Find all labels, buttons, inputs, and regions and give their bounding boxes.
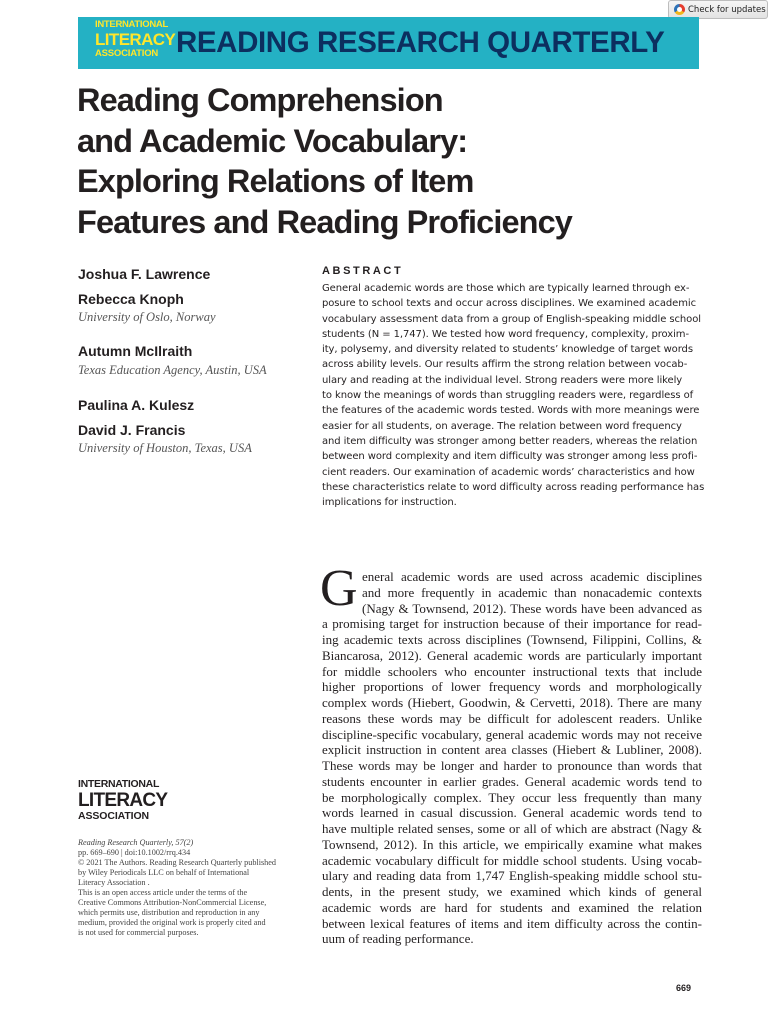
banner-logo-line: ASSOCIATION	[95, 47, 159, 59]
author-name: Paulina A. Kulesz	[78, 397, 195, 413]
body-line: academic words are hard for students and examined the relation	[322, 899, 702, 915]
abstract-line: ity, polysemy, and diversity related to students’ knowledge of target words	[322, 344, 693, 356]
body-text	[320, 560, 702, 947]
body-line: (Nagy & Townsend, 2012). These words have been advanced as	[362, 600, 702, 616]
body-line: discipline-specific vocabulary, general academic words may not receive	[322, 726, 702, 742]
body-line: eneral academic words are used across academic disciplines	[362, 569, 702, 584]
body-line: words learned in casual discussion. General academic words tend to	[322, 805, 702, 821]
footnote-line: is not used for commercial purposes.	[78, 928, 199, 937]
author-name: Joshua F. Lawrence	[78, 266, 211, 282]
body-line: Biancarosa, 2012). General academic words are particularly important	[322, 647, 702, 663]
author-name: Rebecca Knoph	[78, 291, 184, 307]
footnote-journal: Reading Research Quarterly, 57(2)	[78, 838, 194, 847]
abstract-line: between word complexity and item difficulty was stronger among less profi-	[322, 451, 698, 463]
check-for-updates-label: Check for updates	[688, 4, 766, 15]
ila-logo-line: INTERNATIONAL	[78, 778, 160, 790]
journal-banner	[78, 17, 699, 69]
author-affiliation: University of Oslo, Norway	[78, 310, 216, 324]
body-line: higher proportions of lower frequency words and morphologically	[322, 679, 702, 695]
author-list	[78, 265, 278, 456]
crossmark-icon	[674, 4, 685, 15]
abstract-line: posure to school texts and occur across disciplines. We examined academic	[322, 298, 696, 310]
article-footnote	[78, 838, 298, 938]
footnote-line: Literacy Association .	[78, 878, 150, 887]
abstract-line: to know the meanings of words than struggling readers were, regardless of	[322, 390, 694, 402]
page-number: 669	[676, 983, 692, 993]
title-line: and Academic Vocabulary:	[77, 122, 468, 159]
body-line: and more frequently in academic than nonacademic contexts	[362, 584, 702, 600]
body-line: students encounter in earlier grades. General academic words tend to	[322, 773, 702, 789]
body-line: explicit instruction in content area classes (Hiebert & Lubliner, 2008).	[322, 742, 702, 758]
ila-banner-logo	[78, 17, 176, 69]
abstract-line: vocabulary assessment data from a group of English-speaking middle school	[322, 313, 701, 325]
footnote-line: This is an open access article under the terms of the	[78, 888, 248, 897]
article-title	[77, 80, 697, 242]
abstract-line: the features of the academic words tested. Words with more meanings were	[322, 405, 700, 417]
footnote-line: pp. 669–690 | doi:10.1002/rrq.434	[78, 848, 191, 857]
ila-logo	[78, 779, 167, 821]
abstract-line: implications for instruction.	[322, 497, 457, 509]
footnote-line: which permits use, distribution and reproduction in any	[78, 908, 260, 917]
title-line: Reading Comprehension	[77, 82, 443, 118]
ila-logo-line: LITERACY	[78, 789, 168, 811]
body-line: dents, in the present study, we examined which kinds of general	[322, 884, 702, 899]
abstract-line: ulary and reading at the individual level. Strong readers were more likely	[322, 374, 683, 386]
drop-cap: G	[320, 560, 358, 617]
author-name: Autumn McIlraith	[78, 343, 193, 359]
body-line: academic vocabulary difficult for middle school students. Using vocab-	[322, 852, 702, 868]
footnote-line: © 2021 The Authors. Reading Research Quarterly published	[78, 858, 276, 867]
body-line: be morphologically complex. They occur less frequently than many	[322, 789, 702, 805]
body-line: complex words (Hiebert, Goodwin, & Cervetti, 2018). There are many	[322, 695, 702, 710]
body-line: ing academic texts across disciplines (Townsend, Filippini, Collins, &	[322, 632, 702, 647]
abstract-line: cient readers. Our examination of academic words’ characteristics and how	[322, 466, 695, 478]
body-line: Townsend, 2012). In this article, we empirically examine what makes	[322, 836, 702, 852]
footnote-line: medium, provided the original work is properly cited and	[78, 918, 266, 927]
abstract-line: easier for all students, on average. The relation between word frequency	[322, 420, 682, 432]
body-line: have multiple related senses, some or all of which are abstract (Nagy &	[322, 821, 702, 836]
author-name: David J. Francis	[78, 422, 186, 438]
title-line: Exploring Relations of Item	[77, 163, 474, 199]
abstract-heading: ABSTRACT	[322, 265, 404, 277]
body-line: a promising target for instruction because of their importance for read-	[322, 616, 702, 632]
footnote-line: by Wiley Periodicals LLC on behalf of International	[78, 868, 250, 877]
journal-title: READING RESEARCH QUARTERLY	[176, 26, 665, 59]
body-line: for middle schoolers who encounter instructional texts that include	[322, 663, 702, 679]
banner-logo-line: LITERACY	[95, 29, 176, 49]
body-line: These words may be longer and harder to pronounce than words that	[322, 758, 702, 773]
body-line: ulary and reading data from 1,747 English-speaking middle school stu-	[322, 868, 702, 884]
ila-logo-line: ASSOCIATION	[78, 809, 150, 822]
title-line: Features and Reading Proficiency	[77, 203, 572, 240]
abstract-line: across ability levels. Our results affirm the strong relation between vocab-	[322, 359, 688, 371]
abstract	[322, 265, 705, 510]
author-affiliation: Texas Education Agency, Austin, USA	[78, 363, 267, 377]
body-line: uum of reading performance.	[322, 931, 474, 947]
banner-logo-line: INTERNATIONAL	[95, 19, 168, 30]
body-line: reasons these words may be difficult for adolescent readers. Unlike	[322, 710, 702, 726]
abstract-line: these characteristics relate to word difficulty across reading performance has	[322, 481, 705, 493]
author-affiliation: University of Houston, Texas, USA	[78, 441, 252, 455]
abstract-line: students (N = 1,747). We tested how word frequency, complexity, proxim-	[322, 328, 689, 340]
footnote-line: Creative Commons Attribution-NonCommercial License,	[78, 898, 267, 907]
body-line: between lexical features of items and item difficulty across the contin-	[322, 915, 702, 931]
abstract-line: General academic words are those which are typically learned through ex-	[322, 283, 690, 294]
abstract-line: and item difficulty was stronger among better readers, whereas the relation	[322, 435, 698, 447]
